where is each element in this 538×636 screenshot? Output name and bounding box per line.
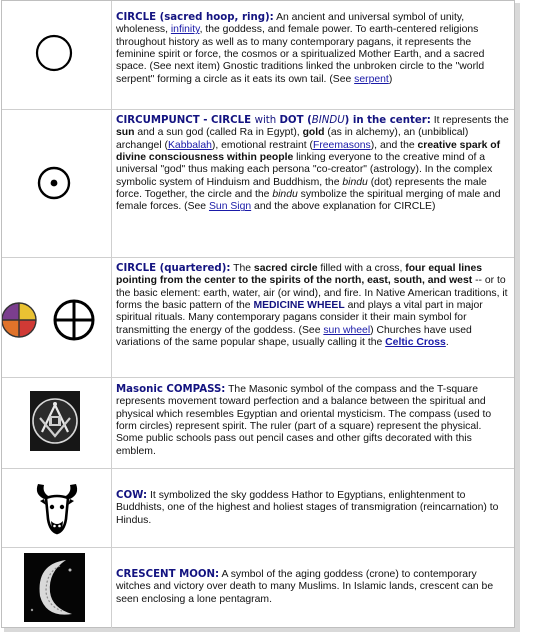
quartered-circle-icons — [2, 258, 111, 378]
text: and the above explanation for CIRCLE) — [251, 201, 436, 213]
quartered-circle-icon — [54, 300, 94, 340]
text: filled with a cross, — [317, 263, 406, 274]
description — [116, 115, 510, 214]
entry-title-part: DOT ( — [279, 115, 312, 126]
entry-title: CIRCLE (quartered): — [116, 263, 231, 274]
entry-title: CIRCLE (sacred hoop, ring): — [116, 12, 274, 23]
infinity-link[interactable]: infinity — [170, 24, 200, 36]
entry-title: CRESCENT MOON: — [116, 569, 220, 580]
description — [116, 384, 510, 458]
description — [116, 490, 510, 527]
description — [116, 12, 510, 86]
bold-text: sun — [116, 127, 135, 139]
text: and a sun god (called Ra in Egypt), — [134, 127, 303, 139]
description — [116, 569, 510, 606]
text: The Masonic symbol of the compass and the T-square represents movement toward perfection and a balance between the spiritual and physical which resembles Egyptian and oriental mysticism. The compass (used to form circles) represent spirit. The ruler (part of a square) represent the physical. Some public schools pass out pencil cases and other gifts decorated with this emblem. — [116, 384, 492, 457]
crescent-moon-icon — [2, 548, 111, 628]
entry-title-part: BINDU — [311, 115, 345, 126]
symbol-cell — [2, 378, 112, 469]
text: An ancient and universal symbol of unity, wholeness, — [116, 12, 465, 36]
text: -- or to the basic element: earth, water, air (or wind), and fire. In Native American traditions, it forms the basic pattern of the — [116, 275, 508, 312]
sun-sign-link[interactable]: Sun Sign — [208, 201, 252, 213]
medicine-wheel-term: MEDICINE WHEEL — [253, 300, 345, 312]
table-row — [2, 257, 514, 378]
entry-title-part: ) in the center: — [344, 115, 431, 126]
table-row — [2, 468, 514, 548]
table-row — [2, 547, 514, 628]
description — [116, 263, 510, 349]
text: , the goddess, and female power. To earth-centered religions throughout history as well as to many contemporary pagans, it represents the feminine spirit or force, the cosmos or a spiritualized Mother Earth, and a sacred space. (See next item) Gnostic traditions linked the unbroken circle to the "world serpent" forming a circle as it eats its own tail. (See — [116, 24, 485, 85]
text: ), and the — [370, 139, 418, 151]
cow-head-icon — [2, 469, 111, 548]
symbols-table — [1, 0, 515, 628]
freemasons-link[interactable]: Freemasons — [312, 139, 371, 151]
entry-title: CIRCUMPUNCT - CIRCLE — [116, 115, 255, 126]
table-shadow-right — [515, 3, 520, 631]
colored-medicine-wheel-icon — [2, 303, 36, 337]
masonic-compass-icon — [2, 378, 111, 469]
bold-text: sacred circle — [253, 263, 318, 274]
text: It represents the — [430, 115, 509, 126]
text: A symbol of the aging goddess (crone) to contemporary witches and victory over death to many Muslims. In Islamic lands, crescent can be seen enclosing a lone pentagram. — [116, 569, 494, 605]
bold-text: gold — [302, 127, 325, 139]
symbol-cell — [2, 258, 112, 378]
text: ) — [388, 73, 393, 85]
bold-text: four equal lines pointing from the center to the spirits of the north, east, south, and west — [116, 263, 483, 287]
text: and plays a vital part in major spiritual rituals. Many contemporary pagans consider it their main symbol for transmitting the energy of the goddess. (See — [116, 300, 483, 336]
entry-title-part: with — [254, 115, 280, 126]
text: It symbolized the sky goddess Hathor to Egyptians, enlightenment to Buddhists, one of the highest and holiest stages of transmigration (reincarnation) to Hindus. — [116, 490, 499, 526]
entry-title: COW: — [116, 490, 148, 501]
circumpunct-icon — [2, 110, 111, 258]
kabbalah-link[interactable]: Kabbalah — [167, 139, 212, 151]
italic-text: bindu — [272, 189, 298, 201]
table-row — [2, 1, 514, 109]
symbol-cell — [2, 469, 112, 548]
symbol-cell — [2, 548, 112, 628]
sun-wheel-link[interactable]: sun wheel — [323, 324, 371, 336]
text: (dot) represents the male force. Together, the circle and the — [116, 176, 487, 201]
serpent-link[interactable]: serpent — [354, 73, 389, 85]
text: symbolize the spiritual merging of male and female forces. (See — [116, 189, 501, 213]
circle-icon — [2, 1, 111, 109]
text: (as in alchemy), an (unbiblical) archangel ( — [116, 127, 469, 151]
symbol-cell — [2, 110, 112, 258]
text: linking everyone to the creative mind of a universal "god" thus making each persona "co-creator" (astrology). In the complex symbolic system of Hinduism and Buddhism, the — [116, 152, 493, 188]
table-row — [2, 109, 514, 258]
text: . — [445, 337, 449, 349]
table-row — [2, 377, 514, 469]
entry-title: Masonic COMPASS: — [116, 384, 226, 395]
celtic-cross-link[interactable]: Celtic Cross — [385, 337, 446, 349]
bold-text: creative spark of divine consciousness within people — [116, 139, 501, 164]
table-shadow-bottom — [4, 628, 520, 632]
text: The — [230, 263, 254, 274]
text: ), emotional restraint ( — [211, 139, 313, 151]
italic-text: bindu — [342, 176, 368, 188]
text: ) Churches have used variations of the same popular shape, usually calling it the — [116, 324, 472, 349]
symbol-cell — [2, 1, 112, 109]
